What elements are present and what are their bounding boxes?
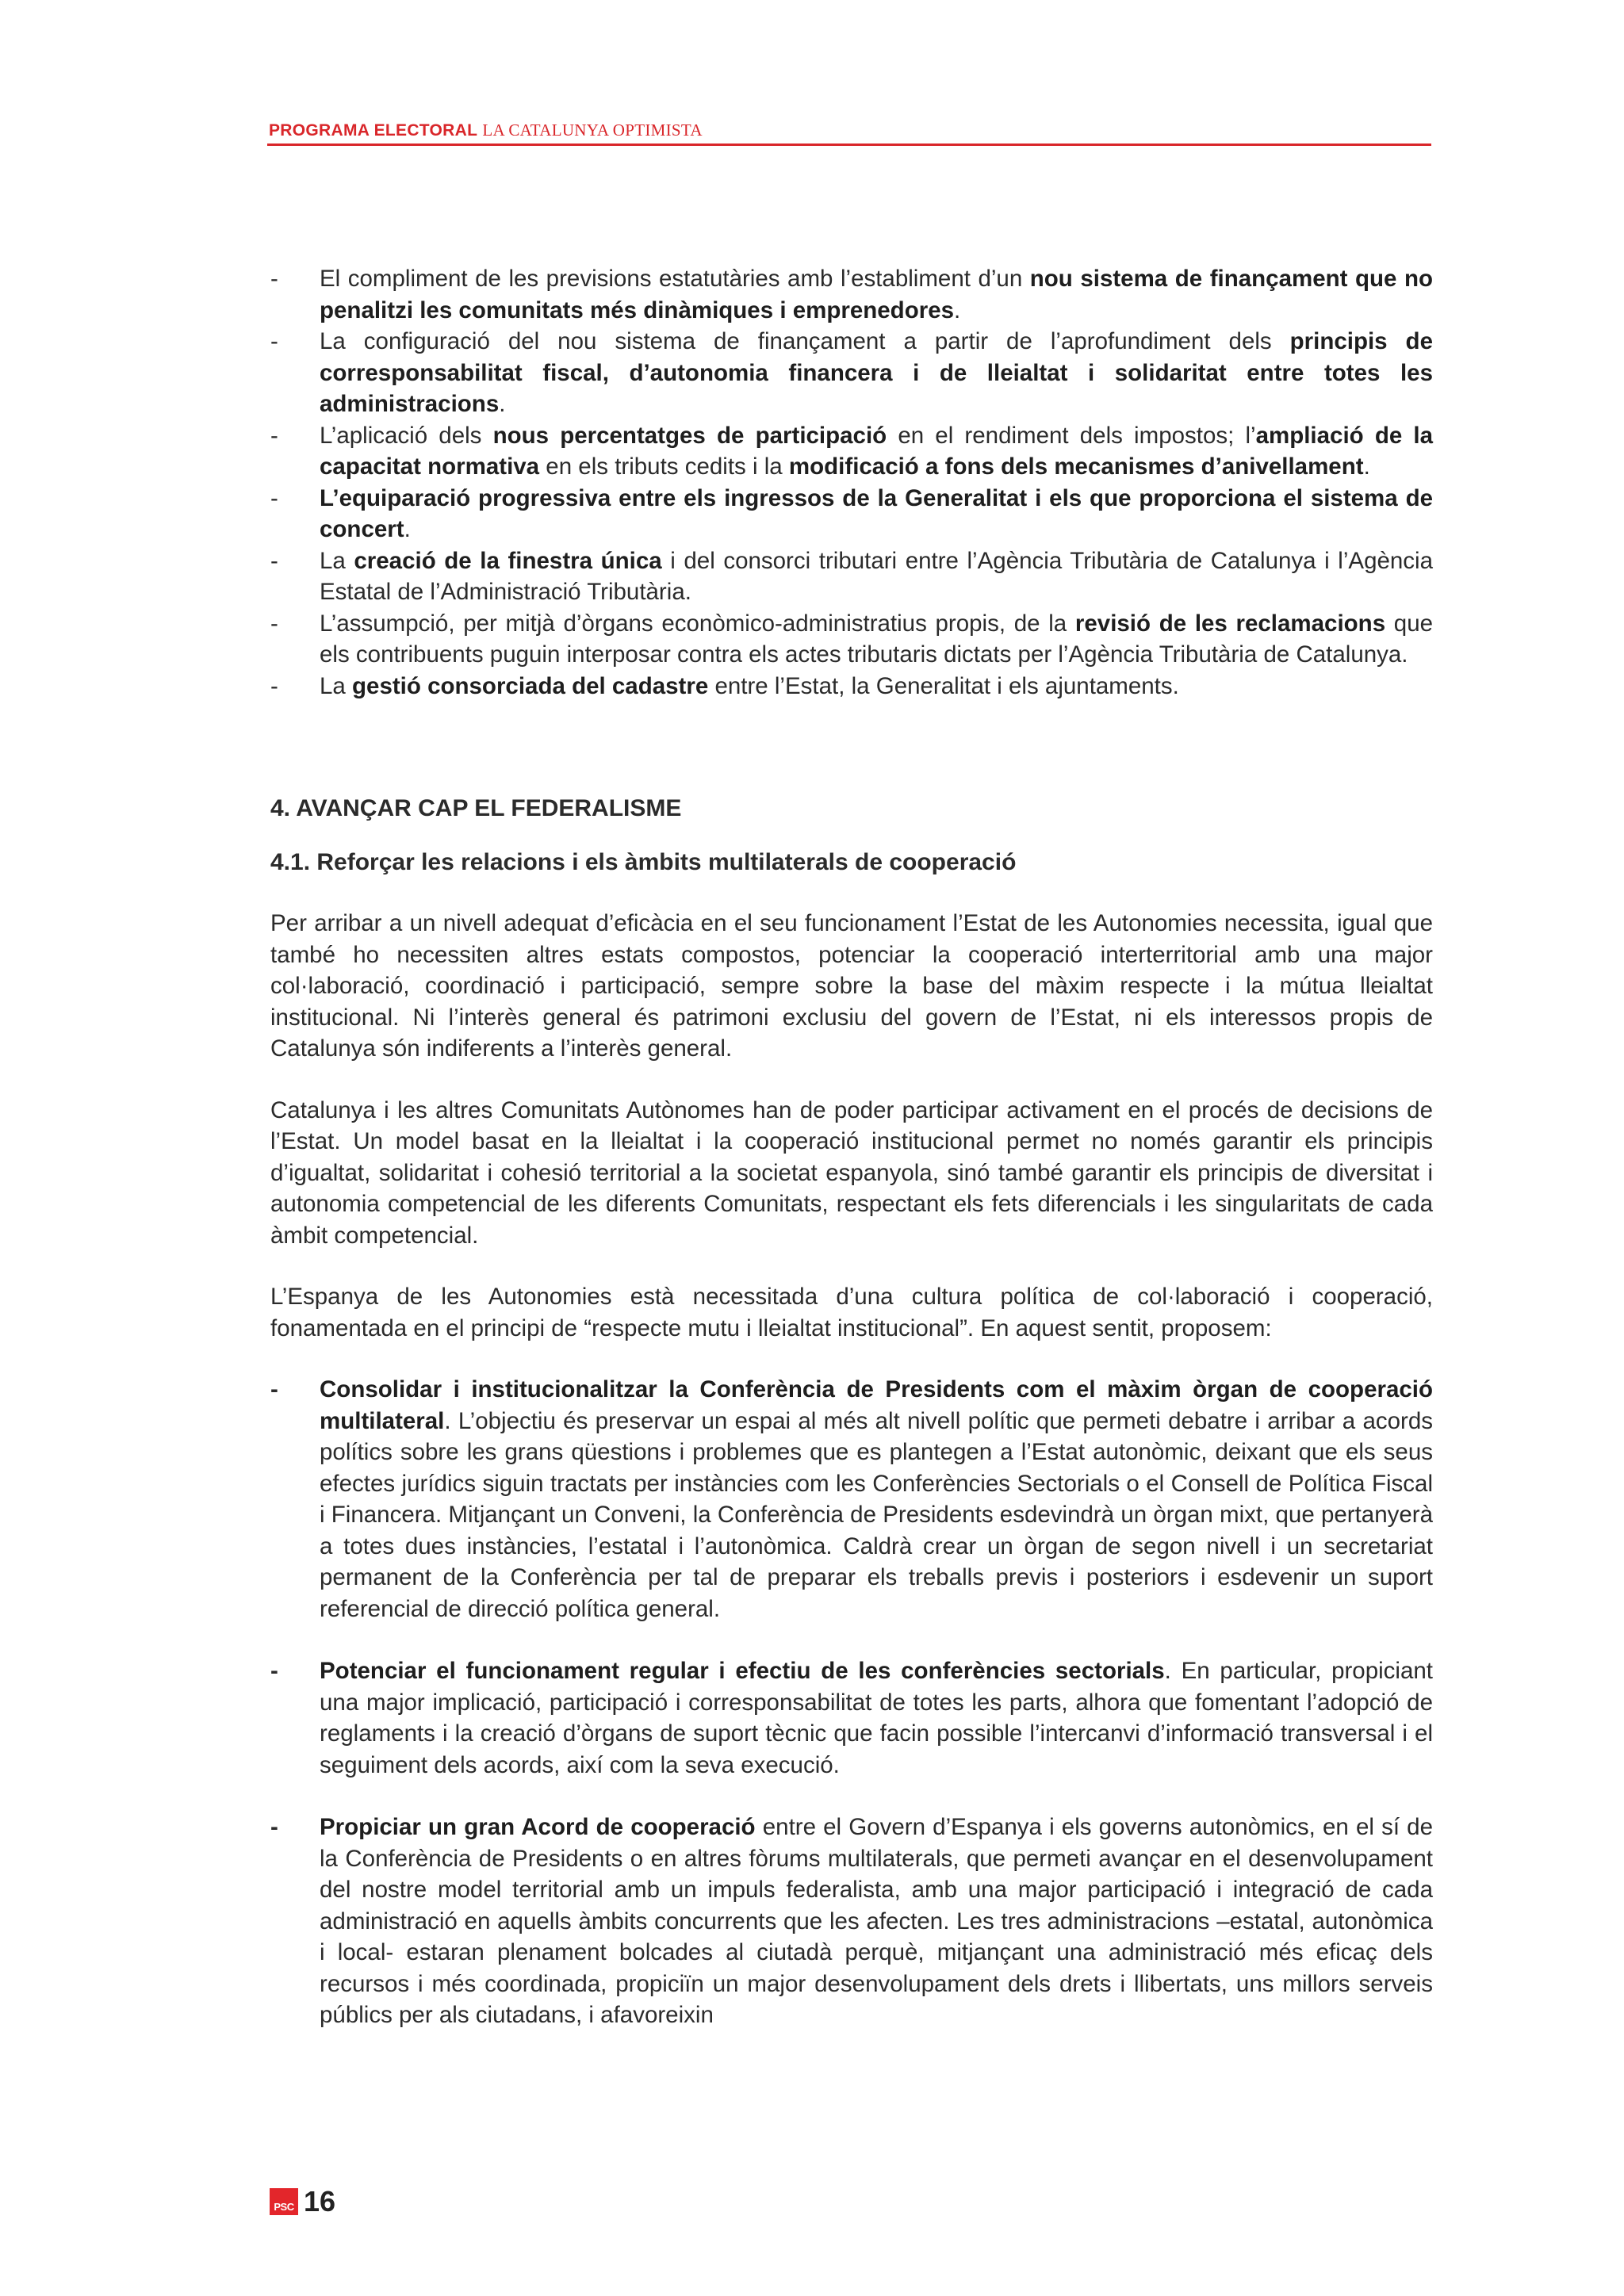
list-item: [270, 1374, 1433, 1624]
body-text: L’assumpció, per mitjà d’òrgans econòmico-administratius propis, de la: [320, 610, 1075, 637]
emphasis-text: principis de corresponsabilitat fiscal, d’autonomia financera i de lleialtat i solidaritat entre totes les administracions: [320, 328, 1433, 417]
header-title-bold: PROGRAMA ELECTORAL: [269, 121, 478, 140]
list-item: [270, 1655, 1433, 1781]
body-text: .: [404, 516, 411, 542]
list-item: [270, 263, 1433, 326]
dash-bullet-icon: -: [270, 1376, 278, 1402]
bullet-list-proposals: [270, 1374, 1433, 2031]
body-text: .: [954, 297, 961, 323]
emphasis-text: gestió consorciada del cadastre: [352, 672, 709, 699]
list-item: [270, 420, 1433, 483]
body-text: entre el Govern d’Espanya i els governs autonòmics, en el sí de la Conferència de Presidents o en altres fòrums multilaterals, que permeti avançar en el desenvolupament del nostre model territorial amb un impuls federalista, amb una major participació i integració de cada administració en aquells àmbits concurrents que les afecten. Les tres administracions –estatal, autonòmica i local- estaran plenament bolcades al ciutadà perquè, mitjançant una administració més eficaç dels recursos i més coordinada, propiciïn un major desenvolupament dels drets i llibertats, uns millors serveis públics per als ciutadans, i afavoreixin: [320, 1814, 1433, 2028]
paragraph: Per arribar a un nivell adequat d’eficàcia en el seu funcionament l’Estat de les Autonomies necessita, igual que també ho necessiten altres estats compostos, potenciar la cooperació interterritorial amb una major col·laboració, coordinació i participació, sempre sobre la base del màxim respecte i la mútua lleialtat institucional. Ni l’interès general és patrimoni exclusiu del govern de l’Estat, ni els interessos propis de Catalunya són indiferents a l’interès general.: [270, 910, 1433, 1062]
dash-bullet-icon: -: [270, 672, 278, 699]
body-text: .: [499, 391, 506, 417]
header-divider: [267, 144, 1431, 146]
dash-bullet-icon: -: [270, 422, 278, 449]
dash-bullet-icon: -: [270, 1658, 278, 1684]
page-number: 16: [304, 2185, 336, 2218]
body-text: La: [320, 672, 353, 699]
dash-bullet-icon: -: [270, 547, 278, 574]
body-text: . En particular, propiciant una major implicació, participació i corresponsabilitat de totes les parts, alhora que fomentant l’adopció de reglaments i la creació d’òrgans de suport tècnic que facin possible l’intercanvi d’informació transversal i el seguiment dels acords, així com la seva execució.: [320, 1658, 1433, 1778]
list-item: [270, 608, 1433, 671]
subsection-title: 4.1. Reforçar les relacions i els àmbits multilaterals de cooperació: [270, 849, 1017, 875]
emphasis-text: nou sistema de finançament que no penalitzi les comunitats més dinàmiques i emprenedores: [320, 266, 1433, 323]
header-title-light: LA CATALUNYA OPTIMISTA: [482, 121, 703, 140]
body-text: . L’objectiu és preservar un espai al més alt nivell polític que permeti debatre i arribar a acords polítics sobre les grans qüestions i problemes que es plantegen a l’Estat autonòmic, deixant que els seus efectes jurídics siguin tractats per instàncies com les Conferències Sectorials o el Consell de Política Fiscal i Financera. Mitjançant un Conveni, la Conferència de Presidents esdevindrà un òrgan mixt, que pertanyerà a totes dues instàncies, l’estatal i l’autonòmica. Caldrà crear un òrgan de segon nivell i un secretariat permanent de la Conferència per tal de preparar els treballs previs i posteriors i esdevenir un suport referencial de direcció política general.: [320, 1407, 1433, 1622]
dash-bullet-icon: -: [270, 266, 278, 292]
emphasis-text: modificació a fons dels mecanismes d’anivellament: [788, 453, 1364, 480]
body-text: en els tributs cedits i la: [539, 453, 789, 480]
paragraph: L’Espanya de les Autonomies està necessitada d’una cultura política de col·laboració i cooperació, fonamentada en el principi de “respecte mutu i lleialtat institucional”. En aquest sentit, proposem:: [270, 1284, 1433, 1341]
body-text: L’aplicació dels: [320, 422, 493, 449]
emphasis-text: Propiciar un gran Acord de cooperació: [320, 1814, 756, 1840]
running-header: [269, 121, 1430, 140]
body-text: El compliment de les previsions estatutàries amb l’establiment d’un: [320, 266, 1030, 292]
emphasis-text: nous percentatges de participació: [492, 422, 887, 449]
psc-logo: PSC: [270, 2188, 298, 2215]
list-item: [270, 326, 1433, 420]
emphasis-text: Potenciar el funcionament regular i efectiu de les conferències sectorials: [320, 1658, 1165, 1684]
page-content: [270, 263, 1433, 2062]
section-title: 4. AVANÇAR CAP EL FEDERALISME: [270, 795, 682, 821]
dash-bullet-icon: -: [270, 328, 278, 354]
page-footer: [270, 2185, 336, 2218]
paragraph: Catalunya i les altres Comunitats Autònomes han de poder participar activament en el procés de decisions de l’Estat. Un model basat en la lleialtat i la cooperació institucional permet no només garantir els principis d’igualtat, solidaritat i cohesió territorial a la societat espanyola, sinó també garantir els principis de diversitat i autonomia competencial de les diferents Comunitats, respectant els fets diferencials i les singularitats de cada àmbit competencial.: [270, 1096, 1433, 1249]
list-item: [270, 1812, 1433, 2031]
emphasis-text: L’equiparació progressiva entre els ingressos de la Generalitat i els que proporciona el sistema de concert: [320, 484, 1433, 542]
body-text: en el rendiment dels impostos; l’: [887, 422, 1256, 449]
body-text: entre l’Estat, la Generalitat i els ajuntaments.: [708, 672, 1179, 699]
list-item: [270, 545, 1433, 608]
emphasis-text: ampliació de la capacitat normativa: [320, 422, 1434, 480]
body-text: La: [320, 547, 354, 574]
dash-bullet-icon: -: [270, 610, 278, 637]
emphasis-text: revisió de les reclamacions: [1074, 610, 1386, 637]
emphasis-text: Consolidar i institucionalitzar la Conferència de Presidents com el màxim òrgan de cooperació multilateral: [320, 1376, 1433, 1434]
body-text: i del consorci tributari entre l’Agència Tributària de Catalunya i l’Agència Estatal de l’Administració Tributària.: [320, 547, 1433, 605]
body-text: .: [1363, 453, 1370, 480]
body-text: que els contribuents puguin interposar contra els actes tributaris dictats per l’Agència Tributària de Catalunya.: [320, 610, 1434, 668]
dash-bullet-icon: -: [270, 484, 278, 511]
emphasis-text: creació de la finestra única: [354, 547, 662, 574]
dash-bullet-icon: -: [270, 1814, 278, 1840]
list-item: [270, 483, 1433, 545]
body-text: La configuració del nou sistema de finançament a partir de l’aprofundiment dels: [320, 328, 1290, 354]
bullet-list-financing: [270, 263, 1433, 702]
list-item: [270, 671, 1433, 702]
